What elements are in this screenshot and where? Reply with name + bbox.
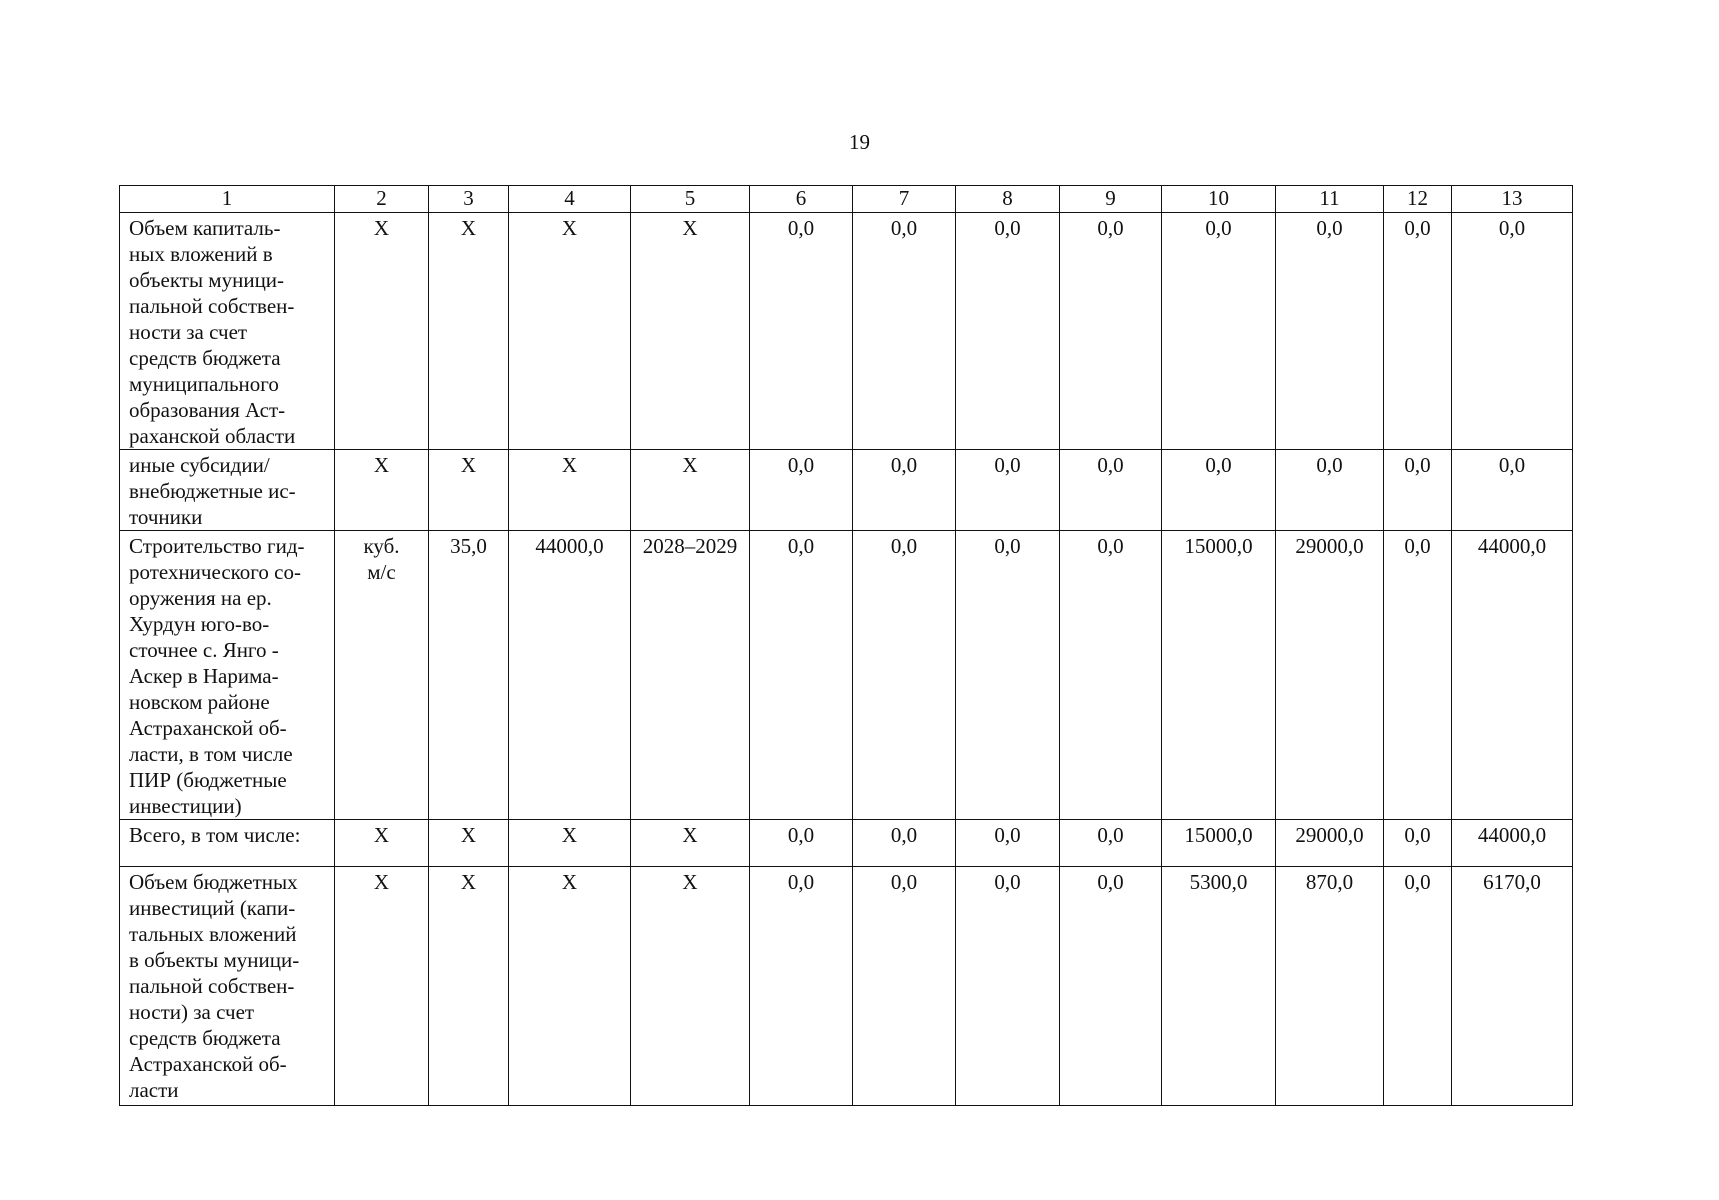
cell-col-13: 0,0 [1452,450,1573,531]
cell-col-5: Х [631,820,750,867]
cell-col-5: Х [631,450,750,531]
column-number-2: 2 [335,186,429,213]
cell-col-2: Х [335,213,429,450]
row-description: Объем бюджетных инвестиций (капи- тальных вложений в объекты муници- пальной собствен- ности) за счет средств бюджета Астраханской об- ласти [120,867,335,1106]
cell-col-6: 0,0 [750,867,853,1106]
column-number-7: 7 [853,186,956,213]
cell-col-10: 0,0 [1162,450,1276,531]
column-number-4: 4 [509,186,631,213]
cell-col-13: 44000,0 [1452,531,1573,820]
row-description: Объем капиталь- ных вложений в объекты муници- пальной собствен- ности за счет средств бюджета муниципального образования Аст- раханской области [120,213,335,450]
cell-col-12: 0,0 [1384,450,1452,531]
cell-col-11: 0,0 [1276,213,1384,450]
table-row [120,213,1573,450]
cell-col-13: 44000,0 [1452,820,1573,867]
page-number: 19 [849,130,870,154]
cell-col-9: 0,0 [1060,531,1162,820]
cell-col-3: Х [429,450,509,531]
column-number-row [120,186,1573,213]
row-description: Всего, в том числе: [120,820,335,867]
cell-col-4: Х [509,450,631,531]
cell-col-11: 29000,0 [1276,531,1384,820]
cell-col-4: Х [509,820,631,867]
cell-col-12: 0,0 [1384,867,1452,1106]
cell-col-7: 0,0 [853,820,956,867]
cell-col-3: 35,0 [429,531,509,820]
cell-col-2: Х [335,450,429,531]
cell-col-12: 0,0 [1384,213,1452,450]
cell-col-6: 0,0 [750,820,853,867]
cell-col-12: 0,0 [1384,531,1452,820]
cell-col-6: 0,0 [750,531,853,820]
cell-col-7: 0,0 [853,213,956,450]
cell-col-2: куб. м/с [335,531,429,820]
cell-col-2: Х [335,820,429,867]
column-number-13: 13 [1452,186,1573,213]
cell-col-9: 0,0 [1060,867,1162,1106]
table-row [120,531,1573,820]
cell-col-5: Х [631,213,750,450]
column-number-6: 6 [750,186,853,213]
row-description: иные субсидии/ внебюджетные ис- точники [120,450,335,531]
cell-col-3: Х [429,820,509,867]
table-row [120,867,1573,1106]
cell-col-10: 15000,0 [1162,531,1276,820]
cell-col-10: 0,0 [1162,213,1276,450]
cell-col-13: 6170,0 [1452,867,1573,1106]
cell-col-3: Х [429,867,509,1106]
cell-col-8: 0,0 [956,531,1060,820]
column-number-8: 8 [956,186,1060,213]
column-number-9: 9 [1060,186,1162,213]
column-number-11: 11 [1276,186,1384,213]
cell-col-10: 5300,0 [1162,867,1276,1106]
cell-col-7: 0,0 [853,531,956,820]
cell-col-8: 0,0 [956,213,1060,450]
cell-col-2: Х [335,867,429,1106]
cell-col-9: 0,0 [1060,450,1162,531]
budget-table [119,185,1573,1106]
table-row [120,450,1573,531]
cell-col-8: 0,0 [956,450,1060,531]
cell-col-13: 0,0 [1452,213,1573,450]
cell-col-4: 44000,0 [509,531,631,820]
cell-col-11: 870,0 [1276,867,1384,1106]
cell-col-4: Х [509,867,631,1106]
cell-col-10: 15000,0 [1162,820,1276,867]
cell-col-5: Х [631,867,750,1106]
column-number-5: 5 [631,186,750,213]
cell-col-11: 29000,0 [1276,820,1384,867]
cell-col-9: 0,0 [1060,213,1162,450]
cell-col-12: 0,0 [1384,820,1452,867]
cell-col-6: 0,0 [750,450,853,531]
cell-col-8: 0,0 [956,820,1060,867]
cell-col-8: 0,0 [956,867,1060,1106]
column-number-3: 3 [429,186,509,213]
cell-col-4: Х [509,213,631,450]
column-number-10: 10 [1162,186,1276,213]
cell-col-5: 2028–2029 [631,531,750,820]
cell-col-11: 0,0 [1276,450,1384,531]
cell-col-7: 0,0 [853,450,956,531]
cell-col-7: 0,0 [853,867,956,1106]
row-description: Строительство гид- ротехнического со- оружения на ер. Хурдун юго-во- сточнее с. Янго - Аскер в Нарима- новском районе Астраханской об- ласти, в том числе ПИР (бюджетные инвестиции) [120,531,335,820]
cell-col-6: 0,0 [750,213,853,450]
column-number-1: 1 [120,186,335,213]
cell-col-9: 0,0 [1060,820,1162,867]
cell-col-3: Х [429,213,509,450]
table-row [120,820,1573,867]
column-number-12: 12 [1384,186,1452,213]
